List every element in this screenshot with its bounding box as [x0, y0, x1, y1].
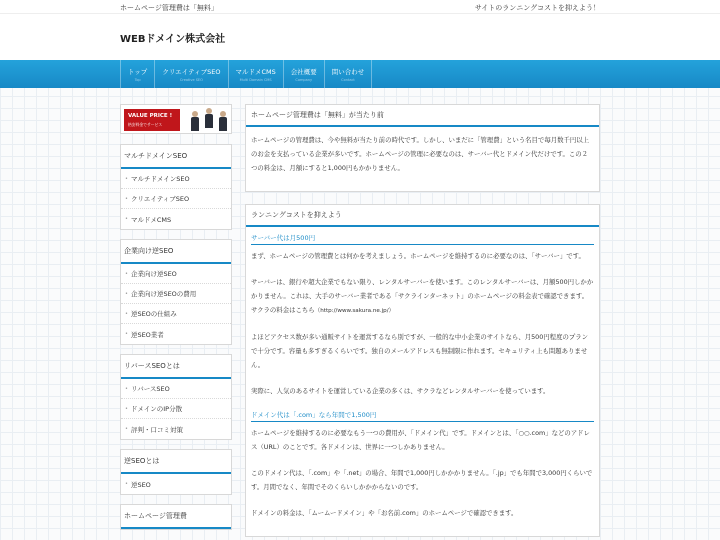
widget-title: ホームページ管理費: [121, 505, 231, 529]
bullet-icon: •: [125, 331, 128, 337]
nav-item-multidomain-cms[interactable]: [228, 60, 283, 88]
value-price-banner[interactable]: [120, 104, 232, 134]
top-bar: [0, 0, 720, 14]
bullet-icon: •: [125, 290, 128, 297]
nav-label: 問い合わせ: [331, 67, 365, 76]
paragraph: よほどアクセス数が多い通販サイトを運営するなら別ですが、一般的な中小企業のサイトなら、月500円程度のプランで十分です。容量も多すぎるくらいです。独自のメールアドレスも無制限に作れます。セキュリティ上も問題ありません。: [251, 333, 589, 369]
nav-sublabel: Company: [295, 77, 313, 82]
sidebar-link[interactable]: [121, 474, 231, 494]
paragraph: [251, 275, 594, 318]
nav-label: 会社概要: [290, 67, 317, 76]
nav-item-contact[interactable]: [324, 60, 373, 88]
bullet-icon: •: [125, 216, 128, 222]
sidebar-link[interactable]: [121, 209, 231, 229]
sidebar-link-label: ドメインのIP分散: [130, 405, 183, 413]
nav-sublabel: Contact: [341, 77, 355, 82]
sidebar-link[interactable]: [121, 189, 231, 209]
sidebar-link[interactable]: [121, 304, 231, 324]
sidebar-link[interactable]: [121, 379, 231, 399]
sidebar-link[interactable]: [121, 399, 231, 419]
widget-title: リバースSEOとは: [121, 355, 231, 379]
sidebar-link-label: 企業向け逆SEOの費用: [130, 290, 197, 298]
section-paragraph: ホームページの管理費は、今や無料が当たり前の時代です。しかし、いまだに「管理費」という名目で毎月数千円以上のお金を支払っている企業が多いです。ホームページの管理に必要なのは、サーバー代とドメイン代だけです。この２つの料金は、月額にすると1,000円もかかりません。: [251, 136, 590, 172]
bullet-icon: •: [125, 385, 128, 392]
sidebar-link-label: 逆SEO: [130, 480, 151, 489]
sidebar: [120, 104, 232, 539]
bullet-icon: •: [125, 426, 128, 432]
banner-title: VALUE PRICE !: [128, 113, 173, 119]
sidebar-link[interactable]: [121, 264, 231, 284]
tagline: ホームページ管理費は「無料」: [120, 4, 218, 12]
sidebar-link[interactable]: [121, 419, 231, 439]
bullet-icon: •: [125, 270, 128, 277]
subheading-server-cost: サーバー代は月500円: [251, 233, 594, 245]
main-content: [245, 104, 600, 540]
widget-reverse-seo: [120, 354, 232, 440]
top-bar-message: サイトのランニングコストを抑えよう！: [474, 4, 600, 12]
nav-sublabel: Top: [134, 77, 141, 82]
section-running-cost: [245, 204, 600, 537]
paragraph: まず、ホームページの管理費とは何かを考えましょう。ホームページを維持するのに必要なのは、「サーバー」です。: [251, 252, 585, 260]
person-icon: [219, 111, 227, 131]
sidebar-link[interactable]: [121, 324, 231, 344]
sidebar-link-label: クリエイティブSEO: [130, 195, 190, 203]
sidebar-link[interactable]: [121, 284, 231, 304]
widget-title: 逆SEOとは: [121, 450, 231, 474]
site-title[interactable]: WEBドメイン株式会社: [120, 34, 226, 45]
bullet-icon: •: [125, 310, 128, 317]
banner-subtitle: 格安料金でサービス: [128, 122, 163, 127]
widget-gyaku-seo: [120, 449, 232, 495]
sakura-link[interactable]: （http://www.sakura.ne.jp/）: [314, 308, 395, 314]
site-header: [0, 14, 720, 60]
paragraph-text: サーバーは、銀行や超大企業でもない限り、レンタルサーバーを使います。このレンタルサーバーは、月額500円しかかかりません。これは、大手のサーバー業者である「サクラインターネット」のホームページの料金表で確認できます。サクラの料金はこちら: [251, 278, 594, 314]
bullet-icon: •: [125, 195, 128, 202]
bullet-icon: •: [125, 481, 128, 487]
sidebar-link-label: 評判・口コミ対策: [130, 425, 183, 434]
nav-sublabel: Multi Domain CMS: [239, 77, 272, 82]
paragraph: このドメイン代は、「.com」や「.net」の場合、年間で1,000円しかかかりません。「.jp」でも年間で3,000円くらいです。月間でなく、年間でそのくらいしかかからないのです。: [251, 469, 593, 491]
sidebar-link-label: リバースSEO: [130, 385, 170, 393]
section-title: ランニングコストを抑えよう: [246, 205, 599, 227]
sidebar-link-label: 逆SEO業者: [130, 330, 164, 339]
nav-item-top[interactable]: [120, 60, 154, 88]
banner-label: [124, 109, 180, 131]
nav-label: マルドメCMS: [235, 67, 276, 76]
paragraph: ドメインの料金は、「ムームードメイン」や「お名前.com」のホームページで確認できます。: [251, 509, 518, 517]
widget-title: 企業向け逆SEO: [121, 240, 231, 264]
bullet-icon: •: [125, 175, 128, 182]
person-icon: [191, 111, 199, 131]
paragraph: 実際に、人気のあるサイトを運営している企業の多くは、サクラなどレンタルサーバーを使っています。: [251, 387, 550, 395]
widget-multidomain-seo: [120, 144, 232, 230]
sidebar-link-label: 逆SEOの仕組み: [130, 310, 177, 318]
widget-homepage-fee: [120, 504, 232, 530]
subheading-domain-cost: ドメイン代は「.com」なら年間で1,500円: [251, 410, 594, 422]
sidebar-link-label: マルチドメインSEO: [130, 175, 190, 183]
bullet-icon: •: [125, 405, 128, 412]
nav-label: クリエイティブSEO: [162, 67, 221, 76]
widget-title: マルチドメインSEO: [121, 145, 231, 169]
global-nav: [0, 60, 720, 88]
sidebar-link-label: 企業向け逆SEO: [130, 270, 177, 278]
section-free-management: [245, 104, 600, 192]
nav-sublabel: Creative SEO: [179, 77, 203, 82]
nav-item-creative-seo[interactable]: [154, 60, 227, 88]
nav-label: トップ: [128, 67, 148, 76]
person-icon: [205, 108, 213, 128]
sidebar-link[interactable]: [121, 169, 231, 189]
section-title: ホームページ管理費は「無料」が当たり前: [246, 105, 599, 127]
paragraph: ホームページを維持するのに必要なもう一つの費用が、「ドメイン代」です。ドメインとは、「○○.com」などのアドレス（URL）のことです。各ドメインは、世界に一つしかありません。: [251, 429, 590, 451]
sidebar-link-label: マルドメCMS: [130, 215, 172, 224]
nav-item-company[interactable]: [283, 60, 324, 88]
widget-corporate-reverse-seo: [120, 239, 232, 345]
